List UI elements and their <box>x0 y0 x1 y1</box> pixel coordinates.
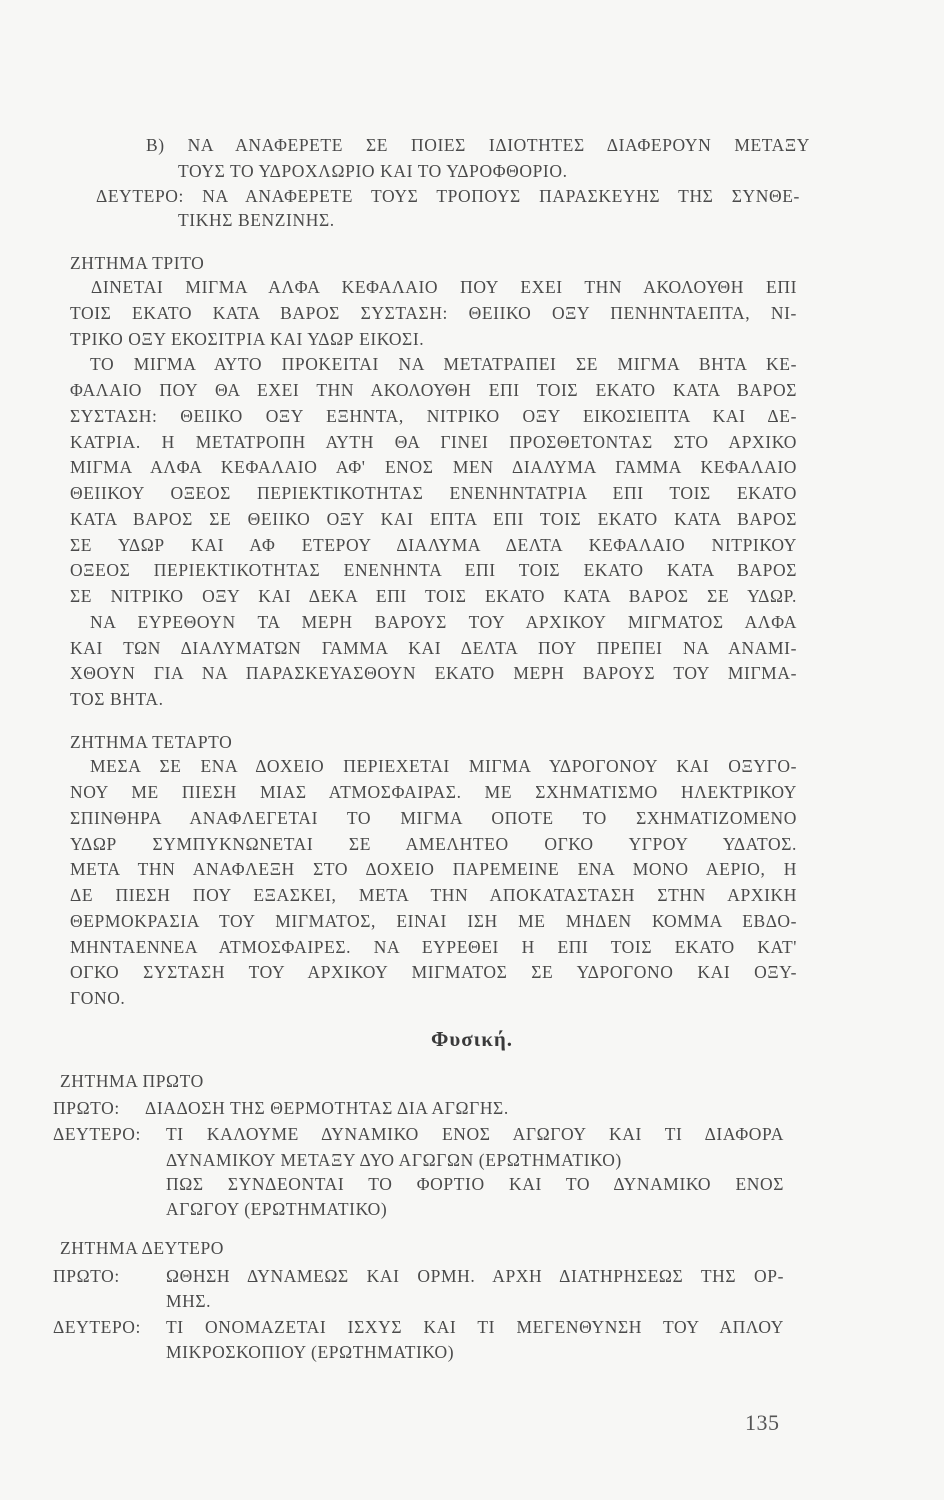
question-3-line: ΣΥΣΤΑΣΗ: ΘΕΙΙΚΟ ΟΞΥ ΕΞΗΝΤΑ, ΝΙΤΡΙΚΟ ΟΞΥ ΕΙΚΟΣΙΕΠΤΑ ΚΑΙ ΔΕ- <box>70 406 797 426</box>
question-3-line: ΣΕ ΥΔΩΡ ΚΑΙ ΑΦ ΕΤΕΡΟΥ ΔΙΑΛΥΜΑ ΔΕΛΤΑ ΚΕΦΑΛΑΙΟ ΝΙΤΡΙΚΟΥ <box>70 535 797 555</box>
page-number: 135 <box>745 1410 780 1435</box>
second-item-line-1: ΔΕΥΤΕΡΟ: ΝΑ ΑΝΑΦΕΡΕΤΕ ΤΟΥΣ ΤΡΟΠΟΥΣ ΠΑΡΑΣΚΕΥΗΣ ΤΗΣ ΣΥΝΘΕ- <box>96 186 800 206</box>
physics-question-1-title: ΖΗΤΗΜΑ ΠΡΩΤΟ <box>60 1071 204 1091</box>
question-3-line: ΤΟΙΣ ΕΚΑΤΟ ΚΑΤΑ ΒΑΡΟΣ ΣΥΣΤΑΣΗ: ΘΕΙΙΚΟ ΟΞΥ ΠΕΝΗΝΤΑΕΠΤΑ, ΝΙ- <box>70 303 797 323</box>
question-3-line: ΚΑΤΡΙΑ. Η ΜΕΤΑΤΡΟΠΗ ΑΥΤΗ ΘΑ ΓΙΝΕΙ ΠΡΟΣΘΕΤΟΝΤΑΣ ΣΤΟ ΑΡΧΙΚΟ <box>70 432 797 452</box>
question-4-line: ΜΕΤΑ ΤΗΝ ΑΝΑΦΛΕΞΗ ΣΤΟ ΔΟΧΕΙΟ ΠΑΡΕΜΕΙΝΕ ΕΝΑ ΜΟΝΟ ΑΕΡΙΟ, Η <box>70 859 797 879</box>
question-3-line: ΟΞΕΟΣ ΠΕΡΙΕΚΤΙΚΟΤΗΤΑΣ ΕΝΕΝΗΝΤΑ ΕΠΙ ΤΟΙΣ ΕΚΑΤΟ ΚΑΤΑ ΒΑΡΟΣ <box>70 560 797 580</box>
question-4-line: ΔΕ ΠΙΕΣΗ ΠΟΥ ΕΞΑΣΚΕΙ, ΜΕΤΑ ΤΗΝ ΑΠΟΚΑΤΑΣΤΑΣΗ ΣΤΗΝ ΑΡΧΙΚΗ <box>70 885 797 905</box>
question-4-line: ΣΠΙΝΘΗΡΑ ΑΝΑΦΛΕΓΕΤΑΙ ΤΟ ΜΙΓΜΑ ΟΠΟΤΕ ΤΟ ΣΧΗΜΑΤΙΖΟΜΕΝΟ <box>70 808 797 828</box>
physics-q2-second-line: ΜΙΚΡΟΣΚΟΠΙΟΥ (ΕΡΩΤΗΜΑΤΙΚΟ) <box>166 1342 455 1362</box>
question-3-title: ΖΗΤΗΜΑ ΤΡΙΤΟ <box>70 253 205 273</box>
physics-q2-second-line: ΤΙ ΟΝΟΜΑΖΕΤΑΙ ΙΣΧΥΣ ΚΑΙ ΤΙ ΜΕΓΕΝΘΥΝΣΗ ΤΟΥ ΑΠΛΟΥ <box>166 1317 784 1337</box>
physics-q2-first-line: ΜΗΣ. <box>166 1291 212 1311</box>
second-item-line-2: ΤΙΚΗΣ ΒΕΝΖΙΝΗΣ. <box>178 210 335 230</box>
question-3-line: ΝΑ ΕΥΡΕΘΟΥΝ ΤΑ ΜΕΡΗ ΒΑΡΟΥΣ ΤΟΥ ΑΡΧΙΚΟΥ ΜΙΓΜΑΤΟΣ ΑΛΦΑ <box>90 612 797 632</box>
section-heading-physics: Φυσική. <box>430 1027 514 1051</box>
question-4-line: ΓΟΝΟ. <box>70 988 126 1008</box>
question-3-line: ΤΟΣ ΒΗΤΑ. <box>70 689 164 709</box>
physics-q1-second-line: ΑΓΩΓΟΥ (ΕΡΩΤΗΜΑΤΙΚΟ) <box>166 1199 388 1219</box>
part-b-line-2: ΤΟΥΣ ΤΟ ΥΔΡΟΧΛΩΡΙΟ ΚΑΙ ΤΟ ΥΔΡΟΦΘΟΡΙΟ. <box>178 161 568 181</box>
question-3-line: ΚΑΙ ΤΩΝ ΔΙΑΛΥΜΑΤΩΝ ΓΑΜΜΑ ΚΑΙ ΔΕΛΤΑ ΠΟΥ ΠΡΕΠΕΙ ΝΑ ΑΝΑΜΙ- <box>70 638 797 658</box>
physics-q1-second-label: ΔΕΥΤΕΡΟ: <box>53 1124 141 1144</box>
physics-q1-first-label: ΠΡΩΤΟ: <box>53 1098 120 1118</box>
question-3-line: ΘΕΙΙΚΟΥ ΟΞΕΟΣ ΠΕΡΙΕΚΤΙΚΟΤΗΤΑΣ ΕΝΕΝΗΝΤΑΤΡΙΑ ΕΠΙ ΤΟΙΣ ΕΚΑΤΟ <box>70 483 797 503</box>
question-3-line: ΔΙΝΕΤΑΙ ΜΙΓΜΑ ΑΛΦΑ ΚΕΦΑΛΑΙΟ ΠΟΥ ΕΧΕΙ ΤΗΝ ΑΚΟΛΟΥΘΗ ΕΠΙ <box>91 277 797 297</box>
question-4-line: ΜΗΝΤΑΕΝΝΕΑ ΑΤΜΟΣΦΑΙΡΕΣ. ΝΑ ΕΥΡΕΘΕΙ Η ΕΠΙ ΤΟΙΣ ΕΚΑΤΟ ΚΑΤ' <box>70 937 797 957</box>
question-4-title: ΖΗΤΗΜΑ ΤΕΤΑΡΤΟ <box>70 732 233 752</box>
physics-q2-first-line: ΩΘΗΣΗ ΔΥΝΑΜΕΩΣ ΚΑΙ ΟΡΜΗ. ΑΡΧΗ ΔΙΑΤΗΡΗΣΕΩΣ ΤΗΣ ΟΡ- <box>166 1266 784 1286</box>
question-4-line: ΘΕΡΜΟΚΡΑΣΙΑ ΤΟΥ ΜΙΓΜΑΤΟΣ, ΕΙΝΑΙ ΙΣΗ ΜΕ ΜΗΔΕΝ ΚΟΜΜΑ ΕΒΔΟ- <box>70 911 797 931</box>
question-3-line: ΤΟ ΜΙΓΜΑ ΑΥΤΟ ΠΡΟΚΕΙΤΑΙ ΝΑ ΜΕΤΑΤΡΑΠΕΙ ΣΕ ΜΙΓΜΑ ΒΗΤΑ ΚΕ- <box>90 354 797 374</box>
physics-q1-second-line: ΔΥΝΑΜΙΚΟΥ ΜΕΤΑΞΥ ΔΥΟ ΑΓΩΓΩΝ (ΕΡΩΤΗΜΑΤΙΚΟ) <box>166 1150 622 1170</box>
physics-question-2-title: ΖΗΤΗΜΑ ΔΕΥΤΕΡΟ <box>60 1238 225 1258</box>
physics-q1-first-text: ΔΙΑΔΟΣΗ ΤΗΣ ΘΕΡΜΟΤΗΤΑΣ ΔΙΑ ΑΓΩΓΗΣ. <box>145 1098 509 1118</box>
physics-q2-first-label: ΠΡΩΤΟ: <box>53 1266 120 1286</box>
question-3-line: ΜΙΓΜΑ ΑΛΦΑ ΚΕΦΑΛΑΙΟ ΑΦ' ΕΝΟΣ ΜΕΝ ΔΙΑΛΥΜΑ ΓΑΜΜΑ ΚΕΦΑΛΑΙΟ <box>70 457 797 477</box>
physics-q2-second-label: ΔΕΥΤΕΡΟ: <box>53 1317 141 1337</box>
question-3-line: ΤΡΙΚΟ ΟΞΥ ΕΚΟΣΙΤΡΙΑ ΚΑΙ ΥΔΩΡ ΕΙΚΟΣΙ. <box>70 329 425 349</box>
physics-q1-second-line: ΠΩΣ ΣΥΝΔΕΟΝΤΑΙ ΤΟ ΦΟΡΤΙΟ ΚΑΙ ΤΟ ΔΥΝΑΜΙΚΟ ΕΝΟΣ <box>166 1174 784 1194</box>
question-4-line: ΟΓΚΟ ΣΥΣΤΑΣΗ ΤΟΥ ΑΡΧΙΚΟΥ ΜΙΓΜΑΤΟΣ ΣΕ ΥΔΡΟΓΟΝΟ ΚΑΙ ΟΞΥ- <box>70 962 797 982</box>
question-3-line: ΧΘΟΥΝ ΓΙΑ ΝΑ ΠΑΡΑΣΚΕΥΑΣΘΟΥΝ ΕΚΑΤΟ ΜΕΡΗ ΒΑΡΟΥΣ ΤΟΥ ΜΙΓΜΑ- <box>70 663 797 683</box>
physics-q1-second-line: ΤΙ ΚΑΛΟΥΜΕ ΔΥΝΑΜΙΚΟ ΕΝΟΣ ΑΓΩΓΟΥ ΚΑΙ ΤΙ ΔΙΑΦΟΡΑ <box>166 1124 784 1144</box>
question-4-line: ΥΔΩΡ ΣΥΜΠΥΚΝΩΝΕΤΑΙ ΣΕ ΑΜΕΛΗΤΕΟ ΟΓΚΟ ΥΓΡΟΥ ΥΔΑΤΟΣ. <box>70 834 797 854</box>
question-4-line: ΝΟΥ ΜΕ ΠΙΕΣΗ ΜΙΑΣ ΑΤΜΟΣΦΑΙΡΑΣ. ΜΕ ΣΧΗΜΑΤΙΣΜΟ ΗΛΕΚΤΡΙΚΟΥ <box>70 782 797 802</box>
question-4-line: ΜΕΣΑ ΣΕ ΕΝΑ ΔΟΧΕΙΟ ΠΕΡΙΕΧΕΤΑΙ ΜΙΓΜΑ ΥΔΡΟΓΟΝΟΥ ΚΑΙ ΟΞΥΓΟ- <box>90 756 797 776</box>
question-3-line: ΚΑΤΑ ΒΑΡΟΣ ΣΕ ΘΕΙΙΚΟ ΟΞΥ ΚΑΙ ΕΠΤΑ ΕΠΙ ΤΟΙΣ ΕΚΑΤΟ ΚΑΤΑ ΒΑΡΟΣ <box>70 509 797 529</box>
part-b-line-1: Β) ΝΑ ΑΝΑΦΕΡΕΤΕ ΣΕ ΠΟΙΕΣ ΙΔΙΟΤΗΤΕΣ ΔΙΑΦΕΡΟΥΝ ΜΕΤΑΞΥ <box>146 135 810 155</box>
question-3-line: ΦΑΛΑΙΟ ΠΟΥ ΘΑ ΕΧΕΙ ΤΗΝ ΑΚΟΛΟΥΘΗ ΕΠΙ ΤΟΙΣ ΕΚΑΤΟ ΚΑΤΑ ΒΑΡΟΣ <box>70 380 797 400</box>
question-3-line: ΣΕ ΝΙΤΡΙΚΟ ΟΞΥ ΚΑΙ ΔΕΚΑ ΕΠΙ ΤΟΙΣ ΕΚΑΤΟ ΚΑΤΑ ΒΑΡΟΣ ΣΕ ΥΔΩΡ. <box>70 586 797 606</box>
